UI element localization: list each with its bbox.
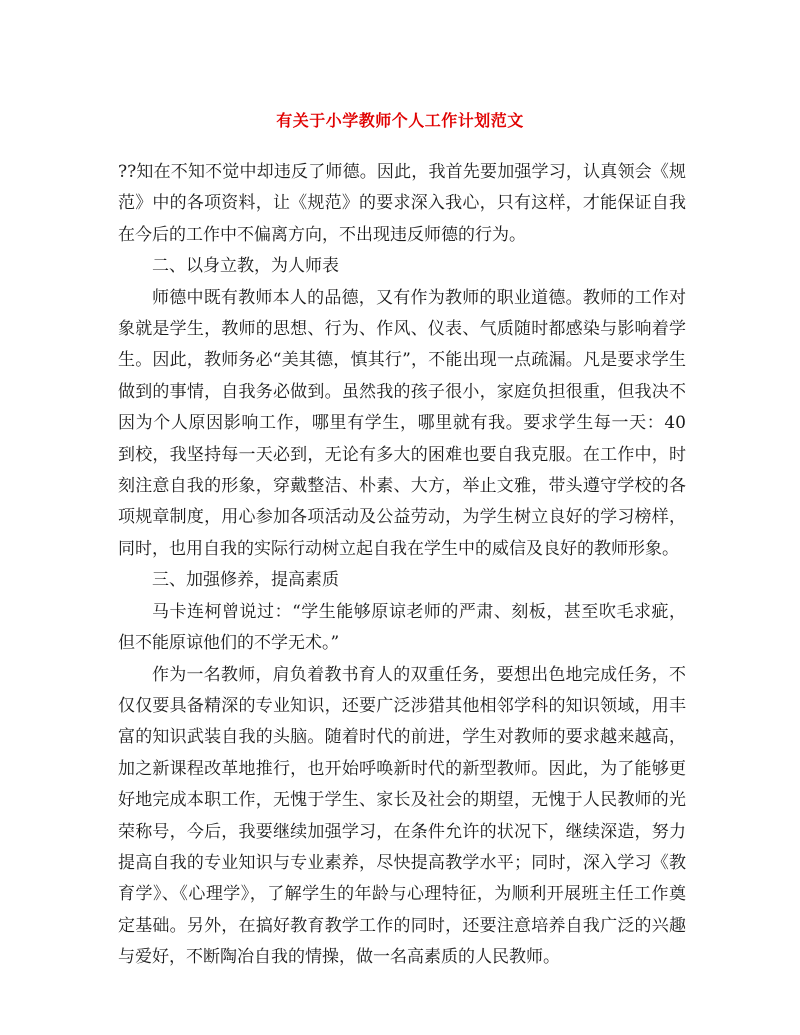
paragraph-self-improvement: 作为一名教师，肩负着教书育人的双重任务，要想出色地完成任务，不仅仅要具备精深的专业知识，还要广泛涉猎其他相邻学科的知识领域，用丰富的知识武装自我的头脑。随着时代的前进，学生对教师的要求越来越高，加之新课程改革地推行，也开始呼唤新时代的新型教师。因此，为了能够更好地完成本职工作，无愧于学生、家长及社会的期望，无愧于人民教师的光荣称号，今后，我要继续加强学习，在条件允许的状况下，继续深造，努力提高自我的专业知识与专业素养，尽快提高教学水平；同时，深入学习《教育学》、《心理学》，了解学生的年龄与心理特征，为顺利开展班主任工作奠定基础。另外，在搞好教育教学工作的同时，还要注意培养自我广泛的兴趣与爱好，不断陶冶自我的情操，做一名高素质的人民教师。 <box>118 664 686 968</box>
document-title: 有关于小学教师个人工作计划范文 <box>276 111 524 130</box>
section-heading-3: 三、加强修养，提高素质 <box>152 570 339 591</box>
paragraph-continuation: ??知在不知不觉中却违反了师德。因此，我首先要加强学习，认真领会《规范》中的各项资料，让《规范》的要求深入我心，只有这样，才能保证自我在今后的工作中不偏离方向，不出现违反师德的行为。 <box>118 162 686 245</box>
paragraph-teacher-ethics: 师德中既有教师本人的品德，又有作为教师的职业道德。教师的工作对象就是学生，教师的思想、行为、作风、仪表、气质随时都感染与影响着学生。因此，教师务必“美其德，慎其行”，不能出现一点疏漏。凡是要求学生做到的事情，自我务必做到。虽然我的孩子很小，家庭负担很重，但我决不因为个人原因影响工作，哪里有学生，哪里就有我。要求学生每一天：40 到校，我坚持每一天必到，无论有多大的困难也要自我克服。在工作中，时刻注意自我的形象，穿戴整洁、朴素、大方，举止文雅，带头遵守学校的各项规章制度，用心参加各项活动及公益劳动，为学生树立良好的学习榜样，同时，也用自我的实际行动树立起自我在学生中的威信及良好的教师形象。 <box>118 287 686 559</box>
paragraph-quote: 马卡连柯曾说过：“学生能够原谅老师的严肃、刻板，甚至吹毛求疵，但不能原谅他们的不学无术。” <box>118 601 686 654</box>
section-heading-2: 二、以身立教，为人师表 <box>152 256 339 277</box>
document-body <box>118 157 686 974</box>
